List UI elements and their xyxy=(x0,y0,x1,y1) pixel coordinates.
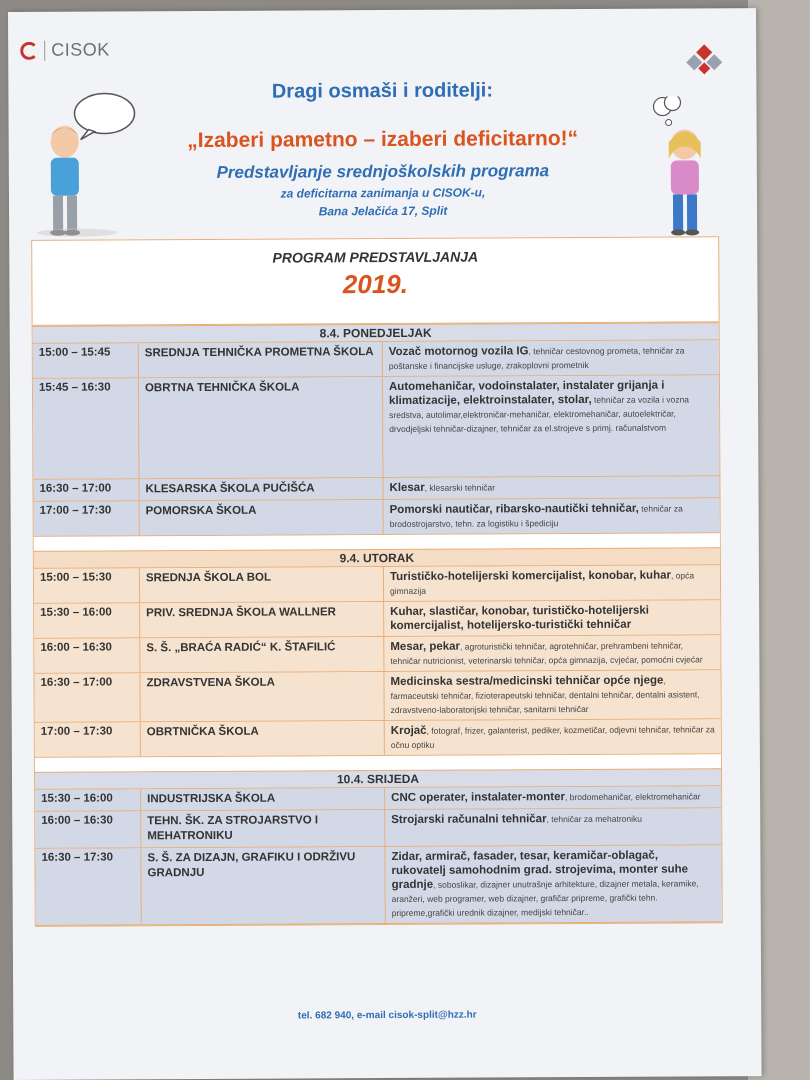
main-programs: Kuhar, slastičar, konobar, turističko-hotelijerski komercijalist, hotelijersko-turistički tehničar xyxy=(390,604,650,633)
contact-footer: tel. 682 940, e-mail cisok-split@hzz.hr xyxy=(297,1009,477,1022)
main-programs: Mesar, pekar xyxy=(390,640,461,654)
programs-cell xyxy=(384,670,720,720)
slogan-heading: „Izaberi pametno – izaberi deficitarno!“ xyxy=(187,127,579,153)
cisok-logo xyxy=(20,39,110,60)
hzz-logo-icon xyxy=(684,42,724,78)
schedule-header xyxy=(32,237,718,326)
main-programs: Strojarski računalni tehničar xyxy=(391,813,547,827)
table-row xyxy=(34,498,720,537)
school-cell: OBRTNIČKA ŠKOLA xyxy=(141,721,385,756)
table-row xyxy=(35,808,721,849)
program-year: 2019. xyxy=(342,268,409,300)
other-programs: , klesarski tehničar xyxy=(424,482,496,493)
table-row xyxy=(33,340,719,379)
school-cell: PRIV. SREDNJA ŠKOLA WALLNER xyxy=(140,602,384,637)
other-programs: , tehničar za mehatroniku xyxy=(546,813,643,825)
programs-cell xyxy=(384,498,720,534)
time-cell: 15:00 – 15:45 xyxy=(33,343,139,378)
school-cell: ZDRAVSTVENA ŠKOLA xyxy=(140,672,384,721)
subtitle-heading: Predstavljanje srednjoškolskih programa xyxy=(216,161,550,182)
main-programs: CNC operater, instalater-monter xyxy=(391,791,565,805)
time-cell: 15:30 – 16:00 xyxy=(35,789,141,811)
programs-cell xyxy=(384,635,720,671)
time-cell: 17:00 – 17:30 xyxy=(34,501,140,536)
table-row xyxy=(35,845,721,926)
table-row xyxy=(34,600,720,639)
subtitle-line-2: Bana Jelačića 17, Split xyxy=(318,203,448,219)
school-cell: SREDNJA ŠKOLA BOL xyxy=(140,567,384,602)
main-programs: Turističko-hotelijerski komercijalist, konobar, kuhar xyxy=(389,569,671,584)
time-cell: 15:30 – 16:00 xyxy=(34,603,140,638)
programs-cell xyxy=(385,719,721,755)
table-row xyxy=(35,719,721,758)
main-programs: Krojač xyxy=(390,724,427,738)
other-programs: , agroturistički tehničar, agrotehničar, prehrambeni tehničar, tehničar nutricionist, veterinarski tehničar, opća gimnazija, cvjećar, pomoćni cvjećar xyxy=(390,640,703,667)
school-cell: KLESARSKA ŠKOLA PUČIŠĆA xyxy=(139,478,383,500)
other-programs: , soboslikar, dizajner unutrašnje arhitekture, dizajner metala, keramike, aranžeri, web programer, web dizajner, grafičar pripreme, grafički tehn. pripreme,grafički urednik dizajner, medijski tehničar.. xyxy=(391,878,699,919)
subtitle-line-1: za deficitarna zanimanja u CISOK-u, xyxy=(280,185,486,201)
programs-cell xyxy=(385,786,721,809)
programs-cell xyxy=(383,476,719,499)
other-programs: , brodomehaničar, elektromehaničar xyxy=(564,791,701,803)
programs-cell xyxy=(384,565,720,601)
table-row xyxy=(34,670,720,723)
cisok-logo-icon xyxy=(20,41,38,59)
programs-cell xyxy=(384,600,720,636)
programs-cell xyxy=(383,340,719,376)
other-programs: tehničar za vozila i vozna sredstva, autolimar,elektroničar-mehaničar, elektromehaničar, autoelektričar, drvodjeljski tehničar-dizajner, tehničar za el.strojeve s primj. računalstvom xyxy=(389,394,690,435)
main-programs: Automehaničar, vodoinstalater, instalater grijanja i klimatizacije, elektroinstalater, stolar, xyxy=(388,379,665,408)
programs-cell xyxy=(385,808,721,846)
programs-cell xyxy=(385,845,721,923)
time-cell: 15:00 – 15:30 xyxy=(34,568,140,603)
program-title: PROGRAM PREDSTAVLJANJA xyxy=(272,248,479,266)
day-header: 9.4. UTORAK xyxy=(34,547,720,569)
other-programs: tehničar za brodostrojarstvo, tehn. za logistiku i špediciju xyxy=(389,503,683,530)
time-cell: 15:45 – 16:30 xyxy=(33,378,140,479)
schedule-table xyxy=(31,236,723,927)
time-cell: 16:00 – 16:30 xyxy=(35,811,141,848)
school-cell: POMORSKA ŠKOLA xyxy=(140,500,384,535)
time-cell: 16:30 – 17:00 xyxy=(33,479,139,501)
school-cell: OBRTNA TEHNIČKA ŠKOLA xyxy=(139,377,384,478)
main-programs: Zidar, armirač, fasader, tesar, keramičar-oblagač, rukovatelj samohodnim grad. strojevima, monter suhe gradnje xyxy=(391,849,689,892)
main-programs: Medicinska sestra/medicinski tehničar opće njege xyxy=(390,674,664,689)
flyer-paper xyxy=(8,8,762,1080)
time-cell: 17:00 – 17:30 xyxy=(35,722,141,757)
other-programs: , fotograf, frizer, galanterist, pediker, kozmetičar, odjevni tehničar, tehničar za očnu optiku xyxy=(390,724,715,751)
time-cell: 16:30 – 17:00 xyxy=(34,673,140,722)
school-cell: SREDNJA TEHNIČKA PROMETNA ŠKOLA xyxy=(139,342,383,377)
table-row xyxy=(34,565,720,604)
school-cell: INDUSTRIJSKA ŠKOLA xyxy=(141,788,385,810)
day-header: 8.4. PONEDJELJAK xyxy=(33,322,719,344)
main-programs: Vozač motornog vozila IG xyxy=(388,345,529,359)
main-programs: Klesar xyxy=(389,481,425,495)
day-header: 10.4. SRIJEDA xyxy=(35,768,721,790)
school-cell: TEHN. ŠK. ZA STROJARSTVO I MEHATRONIKU xyxy=(141,810,385,847)
table-row xyxy=(33,375,720,480)
time-cell: 16:00 – 16:30 xyxy=(34,638,140,673)
logo-text: CISOK xyxy=(51,39,110,60)
other-programs: , tehničar cestovnog prometa, tehničar za poštanske i financijske usluge, zrakoplovni prometnik xyxy=(388,345,685,372)
greeting-heading: Dragi osmaši i roditelji: xyxy=(271,79,494,103)
school-cell: S. Š. „BRAĆA RADIĆ“ K. ŠTAFILIĆ xyxy=(140,637,384,672)
other-programs: , farmaceutski tehničar, fizioterapeutski tehničar, dentalni tehničar, dentalni asistent, zdravstveno-laboratorijski tehničar, sanitarni tehničar xyxy=(390,675,700,716)
school-cell: S. Š. ZA DIZAJN, GRAFIKU I ODRŽIVU GRADNJU xyxy=(141,847,385,924)
programs-cell xyxy=(383,375,720,477)
other-programs: , opća gimnazija xyxy=(390,570,695,597)
logo-separator xyxy=(44,40,45,60)
main-programs: Pomorski nautičar, ribarsko-nautički tehničar, xyxy=(389,502,639,517)
time-cell: 16:30 – 17:30 xyxy=(35,848,141,925)
table-row xyxy=(34,635,720,674)
